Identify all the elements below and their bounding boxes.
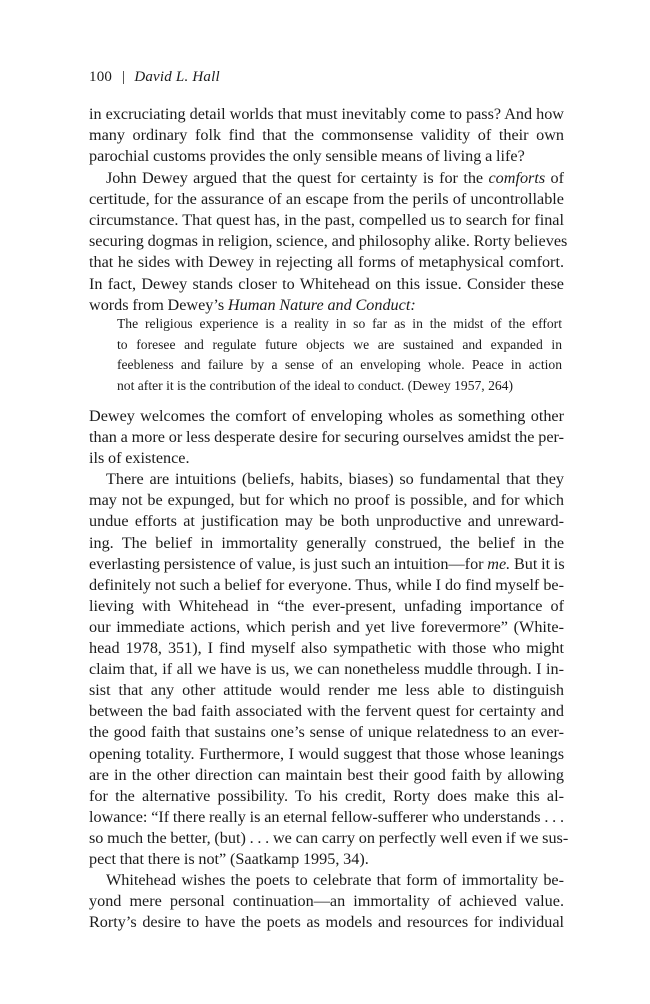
block-quote — [117, 314, 562, 396]
text-line: are in the other direction can maintain best their good faith by allowing — [89, 765, 564, 784]
text-line: opening totality. Furthermore, I would suggest that those whose leanings — [89, 744, 564, 763]
text-line: lieving with Whitehead in “the ever-present, unfading importance of — [89, 596, 564, 615]
header-author: David L. Hall — [134, 69, 220, 85]
text-line: In fact, Dewey stands closer to Whitehead on this issue. Consider these — [89, 274, 564, 293]
text-line: ils of existence. — [89, 449, 190, 468]
header-separator: | — [122, 69, 126, 85]
text-line: lowance: “If there really is an eternal fellow-sufferer who understands . . . — [89, 807, 564, 826]
text-line: ing. The belief in immortality generally construed, the belief in the — [89, 533, 564, 552]
text-line: words from Dewey’s Human Nature and Conduct: — [89, 295, 416, 314]
emphasis: me. — [487, 554, 511, 573]
text-line: in excruciating detail worlds that must inevitably come to pass? And how — [89, 105, 564, 123]
quote-line: not after it is the contribution of the ideal to conduct. (Dewey 1957, 264) — [117, 377, 514, 393]
text-line: than a more or less desperate desire for securing ourselves amidst the per- — [89, 428, 564, 447]
text-line: that he sides with Dewey in rejecting all forms of metaphysical comfort. — [89, 253, 564, 272]
text-line: claim that, if all we have is us, we can nonetheless muddle through. I in- — [89, 660, 564, 679]
text-line: circumstance. That quest has, in the past, compelled us to search for final — [89, 211, 564, 230]
body-text-top — [89, 104, 568, 316]
text-line: many ordinary folk find that the commonsense validity of their own — [89, 126, 564, 145]
text-line: everlasting persistence of value, is just such an intuition—for me. But it is — [89, 554, 565, 573]
text-line: so much the better, (but) . . . we can carry on perfectly well even if we sus- — [89, 828, 569, 847]
quote-line: feebleness and failure by a sense of an enveloping whole. Peace in action — [117, 357, 562, 373]
text-line: Dewey welcomes the comfort of enveloping wholes as something other — [89, 407, 564, 425]
text-line: definitely not such a belief for everyone. Thus, while I do find myself be- — [89, 575, 564, 594]
text-line: our immediate actions, which perish and yet live forevermore” (White- — [89, 617, 564, 636]
text-line: head 1978, 351), I find myself also sympathetic with those who might — [89, 639, 564, 658]
text-line: undue efforts at justification may be both unproductive and unreward- — [89, 512, 564, 531]
page-number: 100 — [89, 69, 113, 85]
text-line: securing dogmas in religion, science, and philosophy alike. Rorty believes — [89, 232, 568, 251]
text-line: may not be expunged, but for which no proof is possible, and for which — [89, 491, 564, 510]
text-line: pect that there is not” (Saatkamp 1995, 34). — [89, 849, 369, 868]
text-line: Whitehead wishes the poets to celebrate that form of immortality be- — [106, 871, 564, 890]
text-line: between the bad faith associated with the fervent quest for certainty and — [89, 702, 564, 721]
quote-line: to foresee and regulate future objects we are sustained and expanded in — [117, 336, 562, 352]
text-line: the good faith that sustains one’s sense of unique relatedness to an ever- — [89, 723, 564, 742]
text-line: John Dewey argued that the quest for certainty is for the comforts of — [106, 168, 565, 187]
text-line: certitude, for the assurance of an escape from the perils of uncontrollable — [89, 189, 564, 208]
body-text-bottom — [89, 406, 569, 933]
text-line: parochial customs provides the only sensible means of living a life? — [89, 147, 525, 166]
book-title: Human Nature and Conduct: — [227, 295, 416, 314]
text-line: sist that any other attitude would render me less able to distinguish — [89, 681, 564, 700]
text-line: Rorty’s desire to have the poets as models and resources for individual — [89, 913, 564, 932]
running-header — [89, 66, 220, 88]
text-line: for the alternative possibility. To his credit, Rorty does make this al- — [89, 786, 564, 805]
text-line: yond mere personal continuation—an immortality of achieved value. — [89, 892, 564, 911]
emphasis: comforts — [488, 168, 546, 187]
text-line: There are intuitions (beliefs, habits, biases) so fundamental that they — [106, 470, 564, 489]
quote-line: The religious experience is a reality in so far as in the midst of the effort — [117, 316, 562, 331]
